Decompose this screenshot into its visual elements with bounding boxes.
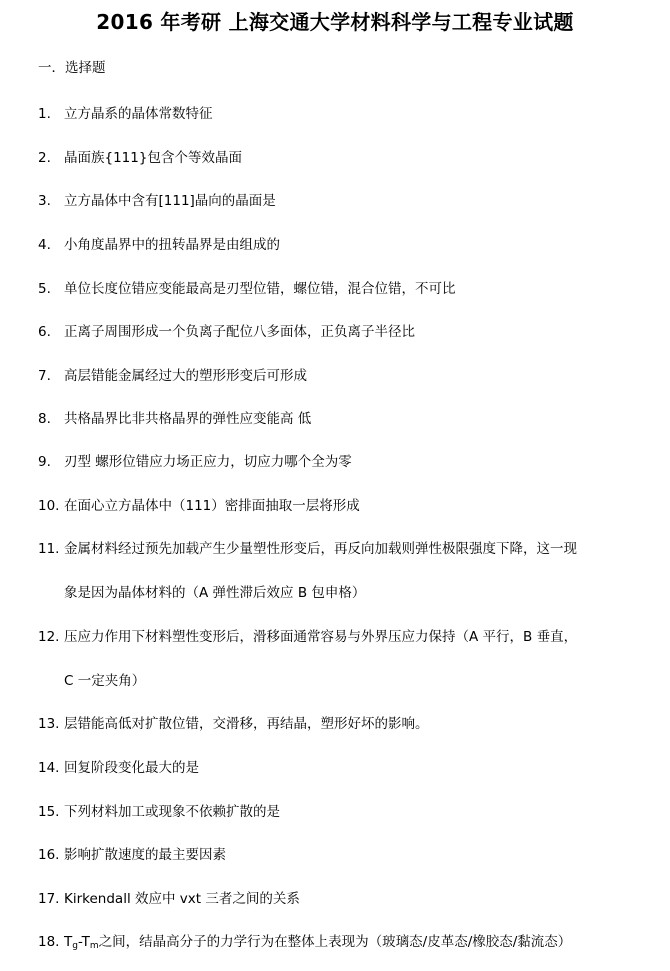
question-number: 5.	[38, 281, 51, 297]
question-number: 15.	[38, 804, 60, 820]
question-item	[38, 714, 638, 734]
question-number: 16.	[38, 847, 60, 863]
question-continuation: 象是因为晶体材料的（A 弹性滞后效应 B 包申格）	[64, 585, 366, 601]
question-text: 回复阶段变化最大的是	[64, 760, 199, 776]
question-item	[38, 889, 638, 909]
question-number: 12.	[38, 629, 60, 645]
question-item	[38, 758, 638, 778]
question-text: 小角度晶界中的扭转晶界是由组成的	[64, 237, 280, 253]
question-text: 单位长度位错应变能最高是刃型位错，螺位错，混合位错，不可比	[64, 281, 456, 297]
question-number: 1.	[38, 106, 51, 122]
question-number: 14.	[38, 760, 60, 776]
question-text	[64, 934, 571, 950]
question-number: 8.	[38, 411, 51, 427]
question-item	[38, 539, 638, 559]
question-text: Kirkendall 效应中 vxt 三者之间的关系	[64, 891, 300, 907]
question-item	[38, 366, 638, 386]
tm-symbol: -T	[77, 934, 90, 950]
question-text: 正离子周围形成一个负离子配位八多面体，正负离子半径比	[64, 324, 415, 340]
question-item	[38, 627, 638, 647]
tg-symbol: T	[64, 934, 73, 950]
question-item	[38, 845, 638, 865]
question-item	[38, 496, 638, 516]
question-text: 共格晶界比非共格晶界的弹性应变能高 低	[64, 411, 312, 427]
section-heading: 一．选择题	[38, 60, 106, 76]
question-text: 高层错能金属经过大的塑形形变后可形成	[64, 368, 307, 384]
tg-subscript: g	[72, 941, 78, 951]
question-continuation: C 一定夹角）	[64, 673, 146, 689]
question-text: 刃型 螺形位错应力场正应力，切应力哪个全为零	[64, 454, 352, 470]
question-item	[38, 104, 638, 124]
question-text: 影响扩散速度的最主要因素	[64, 847, 226, 863]
question-item	[38, 279, 638, 299]
question-item	[38, 191, 638, 211]
question-number: 2.	[38, 150, 51, 166]
question-number: 6.	[38, 324, 51, 340]
question-number: 4.	[38, 237, 51, 253]
question-text: 立方晶体中含有[111]晶向的晶面是	[64, 193, 276, 209]
question-text: 金属材料经过预先加载产生少量塑性形变后，再反向加载则弹性极限强度下降，这一现	[64, 541, 577, 557]
question-number: 11.	[38, 541, 60, 557]
question-number: 7.	[38, 368, 51, 384]
question-item	[38, 322, 638, 342]
question-text: 晶面族{111}包含个等效晶面	[64, 150, 242, 166]
question-text: 在面心立方晶体中（111）密排面抽取一层将形成	[64, 498, 360, 514]
question-text-rest: 之间，结晶高分子的力学行为在整体上表现为（玻璃态/皮革态/橡胶态/黏流态）	[98, 934, 572, 950]
question-number: 9.	[38, 454, 51, 470]
question-text: 层错能高低对扩散位错，交滑移，再结晶，塑形好坏的影响。	[64, 716, 429, 732]
question-item	[38, 802, 638, 822]
question-item	[38, 235, 638, 255]
question-text: 下列材料加工或现象不依赖扩散的是	[64, 804, 280, 820]
question-number: 13.	[38, 716, 60, 732]
question-item	[38, 148, 638, 168]
page-title: 2016 年考研 上海交通大学材料科学与工程专业试题	[96, 10, 574, 34]
question-text: 立方晶系的晶体常数特征	[64, 106, 213, 122]
question-number: 3.	[38, 193, 51, 209]
question-text: 压应力作用下材料塑性变形后，滑移面通常容易与外界压应力保持（A 平行，B 垂直，	[64, 629, 578, 645]
question-item	[38, 452, 638, 472]
question-item	[38, 932, 638, 952]
tm-subscript: m	[89, 941, 99, 951]
question-item	[38, 409, 638, 429]
question-number: 17.	[38, 891, 60, 907]
question-number: 18.	[38, 934, 60, 950]
question-number: 10.	[38, 498, 60, 514]
